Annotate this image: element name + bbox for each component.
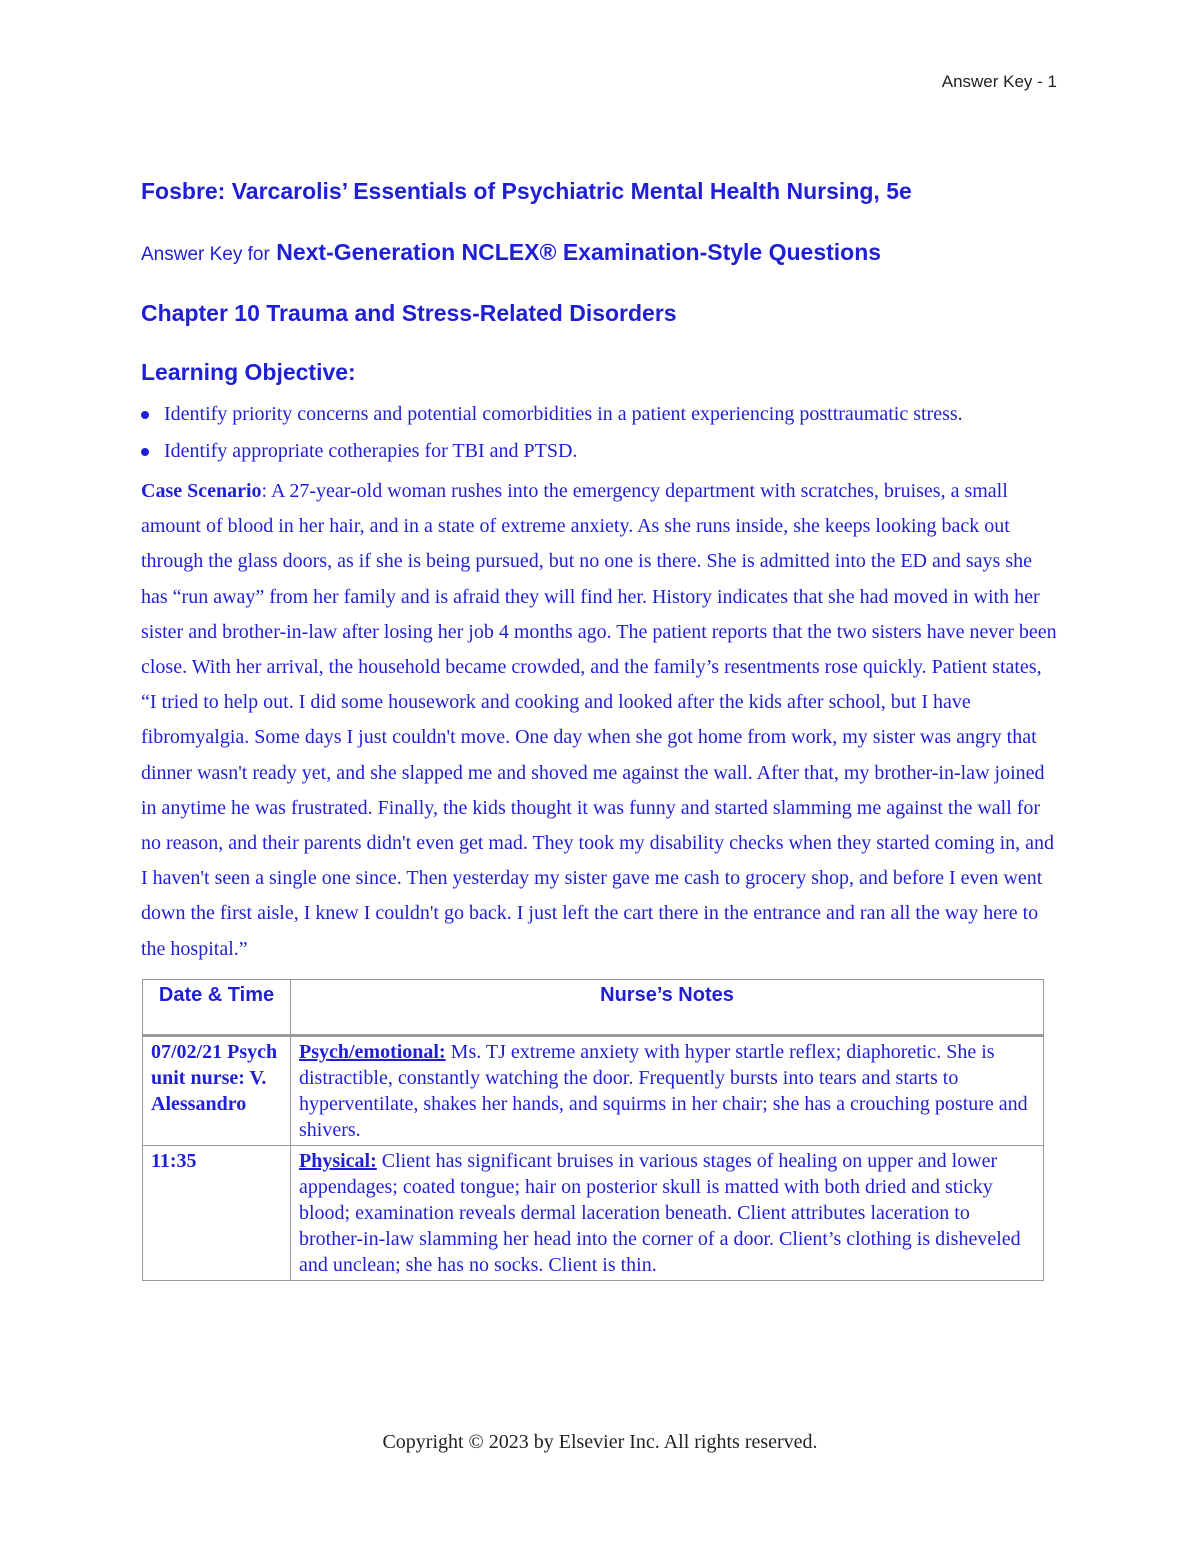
answer-key-prefix: Answer Key for xyxy=(141,244,270,265)
chapter-heading: Chapter 10 Trauma and Stress-Related Disorders xyxy=(141,300,677,326)
objective-text: Identify appropriate cotherapies for TBI and PTSD. xyxy=(164,440,578,462)
note-label: Psych/emotional: xyxy=(299,1040,446,1063)
table-row xyxy=(143,1035,1044,1145)
nurses-notes-table xyxy=(142,979,1044,1281)
bullet-icon xyxy=(141,411,149,419)
objective-text: Identify priority concerns and potential comorbidities in a patient experiencing posttraumatic stress. xyxy=(164,403,963,425)
objective-item xyxy=(141,400,1059,429)
table-row xyxy=(143,1145,1044,1280)
nurses-notes-header: Nurse’s Notes xyxy=(291,979,1044,1035)
note-cell xyxy=(291,1145,1044,1280)
date-cell: 11:35 xyxy=(143,1145,291,1280)
date-time-header: Date & Time xyxy=(143,979,291,1035)
book-title: Fosbre: Varcarolis’ Essentials of Psychiatric Mental Health Nursing, 5e xyxy=(141,178,912,204)
objective-item xyxy=(141,437,1059,466)
bullet-icon xyxy=(141,448,149,456)
note-text: Ms. TJ extreme anxiety with hyper startle reflex; diaphoretic. She is distractible, constantly watching the door. Frequently bursts into tears and starts to hyperventilate, shakes her hands, and squirms in her chair; she has a crouching posture and shivers. xyxy=(299,1040,1028,1141)
note-cell xyxy=(291,1035,1044,1145)
answer-key-heading xyxy=(141,239,1059,266)
objectives-list xyxy=(141,400,1059,466)
date-cell: 07/02/21 Psych unit nurse: V. Alessandro xyxy=(143,1035,291,1145)
note-label: Physical: xyxy=(299,1149,377,1172)
document-body xyxy=(141,178,1059,1281)
case-scenario xyxy=(141,474,1059,967)
page-label: Answer Key - 1 xyxy=(941,72,1057,91)
case-scenario-text: : A 27-year-old woman rushes into the emergency department with scratches, bruises, a small amount of blood in her hair, and in a state of extreme anxiety. As she runs inside, she keeps looking back out through the glass doors, as if she is being pursued, but no one is there. She is admitted into the ED and says she has “run away” from her family and is afraid they will find her. History indicates that she had moved in with her sister and brother-in-law after losing her job 4 months ago. The patient reports that the two sisters have never been close. With her arrival, the household became crowded, and the family’s resentments rose quickly. Patient states, “I tried to help out. I did some housework and cooking and looked after the kids after school, but I have fibromyalgia. Some days I just couldn't move. One day when she got home from work, my sister was angry that dinner wasn't ready yet, and she slapped me and shoved me against the wall. After that, my brother-in-law joined in anytime he was frustrated. Finally, the kids thought it was funny and started slamming me against the wall for no reason, and their parents didn't even get mad. They took my disability checks when they started coming in, and I haven't seen a single one since. Then yesterday my sister gave me cash to grocery shop, and before I even went down the first aisle, I knew I couldn't go back. I just left the cart there in the entrance and ran all the way here to the hospital.” xyxy=(141,480,1057,960)
case-scenario-label: Case Scenario xyxy=(141,480,262,502)
table-header-row xyxy=(143,979,1044,1035)
copyright-footer: Copyright © 2023 by Elsevier Inc. All rights reserved. xyxy=(382,1431,818,1453)
answer-key-main: Next-Generation NCLEX® Examination-Style Questions xyxy=(276,239,882,265)
note-text: Client has significant bruises in various stages of healing on upper and lower appendages; coated tongue; hair on posterior skull is matted with both dried and sticky blood; examination reveals dermal laceration beneath. Client attributes laceration to brother-in-law slamming her head into the corner of a door. Client’s clothing is disheveled and unclean; she has no socks. Client is thin. xyxy=(299,1149,1021,1276)
objective-heading: Learning Objective: xyxy=(141,359,356,385)
